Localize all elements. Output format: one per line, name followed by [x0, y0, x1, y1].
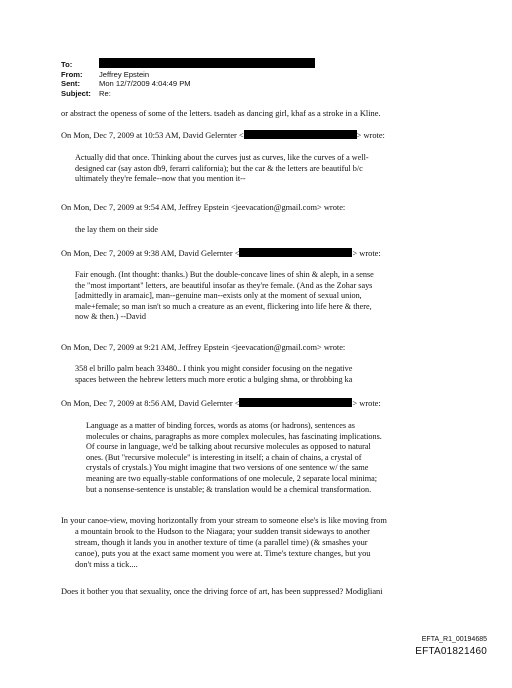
quote-5: Language as a matter of binding forces, words as atoms (or hadrons), sentences as molecules or chains, paragraphs as more complex molecules, has fascinating implications. Of course in language, we'd be talking about recursive molecules as opposed to natural ones. (But "recursive molecule" is interesting in itself; a chain of chains, a crystal of crystals of crystals.) You might imagine that two versions of one sentence w/ the same meaning are two equally-stable conformations of one molecule, 2 separate local minima; but a nonsense-sentence is unstable; & translation would be a chemical transformation. [86, 421, 382, 494]
from-row [61, 70, 191, 80]
attribution-1: On Mon, Dec 7, 2009 at 10:53 AM, David Gelernter < > wrote: [61, 131, 385, 140]
subject-row [61, 89, 191, 99]
subject-label: Subject: [61, 88, 91, 98]
quote-1: Actually did that once. Thinking about the curves just as curves, like the curves of a well- designed car (say aston db9, ferarri california); but the car & the letters are beautiful b/c ultimately they're female--now that you mention it-- [75, 153, 369, 184]
closing-paragraph: Does it bother you that sexuality, once the driving force of art, has been suppressed? Modigliani [61, 587, 383, 596]
to-label: To: [61, 60, 73, 69]
quote-2: the lay them on their side [75, 225, 158, 234]
opening-line: or abstract the openess of some of the letters. tsadeh as dancing girl, khaf as a stroke in a Kline. [61, 109, 381, 118]
quote-3: Fair enough. (Int thought: thanks.) But the double-concave lines of shin & aleph, in a sense the "most important" letters, are beautiful insofar as they're female. (And as the Zohar says [admittedly in aramaic], man--genuine man--exists only at the moment of sexual union, male+female; so man isn't so much a creature as an event, flickering into life here & there, now & then.) --David [75, 270, 374, 322]
canoe-paragraph: In your canoe-view, moving horizontally from your stream to someone else's is like moving from a mountain brook to the Hudson to the Niagara; your sudden transit sideways to another stream, though it lands you in another texture of time (a parallel time) (& smashes your canoe), puts you at the exact same moment you were at. Time's texture changes, but you don't miss a tick.... [61, 516, 387, 569]
attribution-5: On Mon, Dec 7, 2009 at 8:56 AM, David Gelernter < > wrote: [61, 399, 381, 408]
sent-value: Mon 12/7/2009 4:04:49 PM [99, 79, 191, 89]
sent-row [61, 79, 191, 89]
attribution-2: On Mon, Dec 7, 2009 at 9:54 AM, Jeffrey Epstein <jeevacation@gmail.com> wrote: [61, 203, 346, 212]
email-link[interactable]: jeevacation@gmail.com [235, 343, 318, 352]
subject-value: Re: [99, 88, 111, 98]
bates-number-small: EFTA_R1_00194685 [421, 636, 487, 643]
email-link[interactable]: jeevacation@gmail.com [235, 203, 318, 212]
redaction-recipient [99, 58, 315, 68]
redaction-email [239, 398, 352, 407]
sent-label: Sent: [61, 79, 80, 89]
bates-number-large: EFTA01821460 [415, 646, 487, 657]
redaction-email [244, 130, 357, 139]
redaction-email [239, 248, 352, 257]
from-value: Jeffrey Epstein [99, 69, 150, 79]
from-label: From: [61, 69, 83, 79]
attribution-4: On Mon, Dec 7, 2009 at 9:21 AM, Jeffrey Epstein <jeevacation@gmail.com> wrote: [61, 343, 346, 352]
attribution-3: On Mon, Dec 7, 2009 at 9:38 AM, David Gelernter < > wrote: [61, 249, 381, 258]
quote-4: 358 el brillo palm beach 33480.. I think you might consider focusing on the negative spaces between the hebrew letters much more erotic a bulging shma, or throbbing ka [75, 364, 353, 384]
